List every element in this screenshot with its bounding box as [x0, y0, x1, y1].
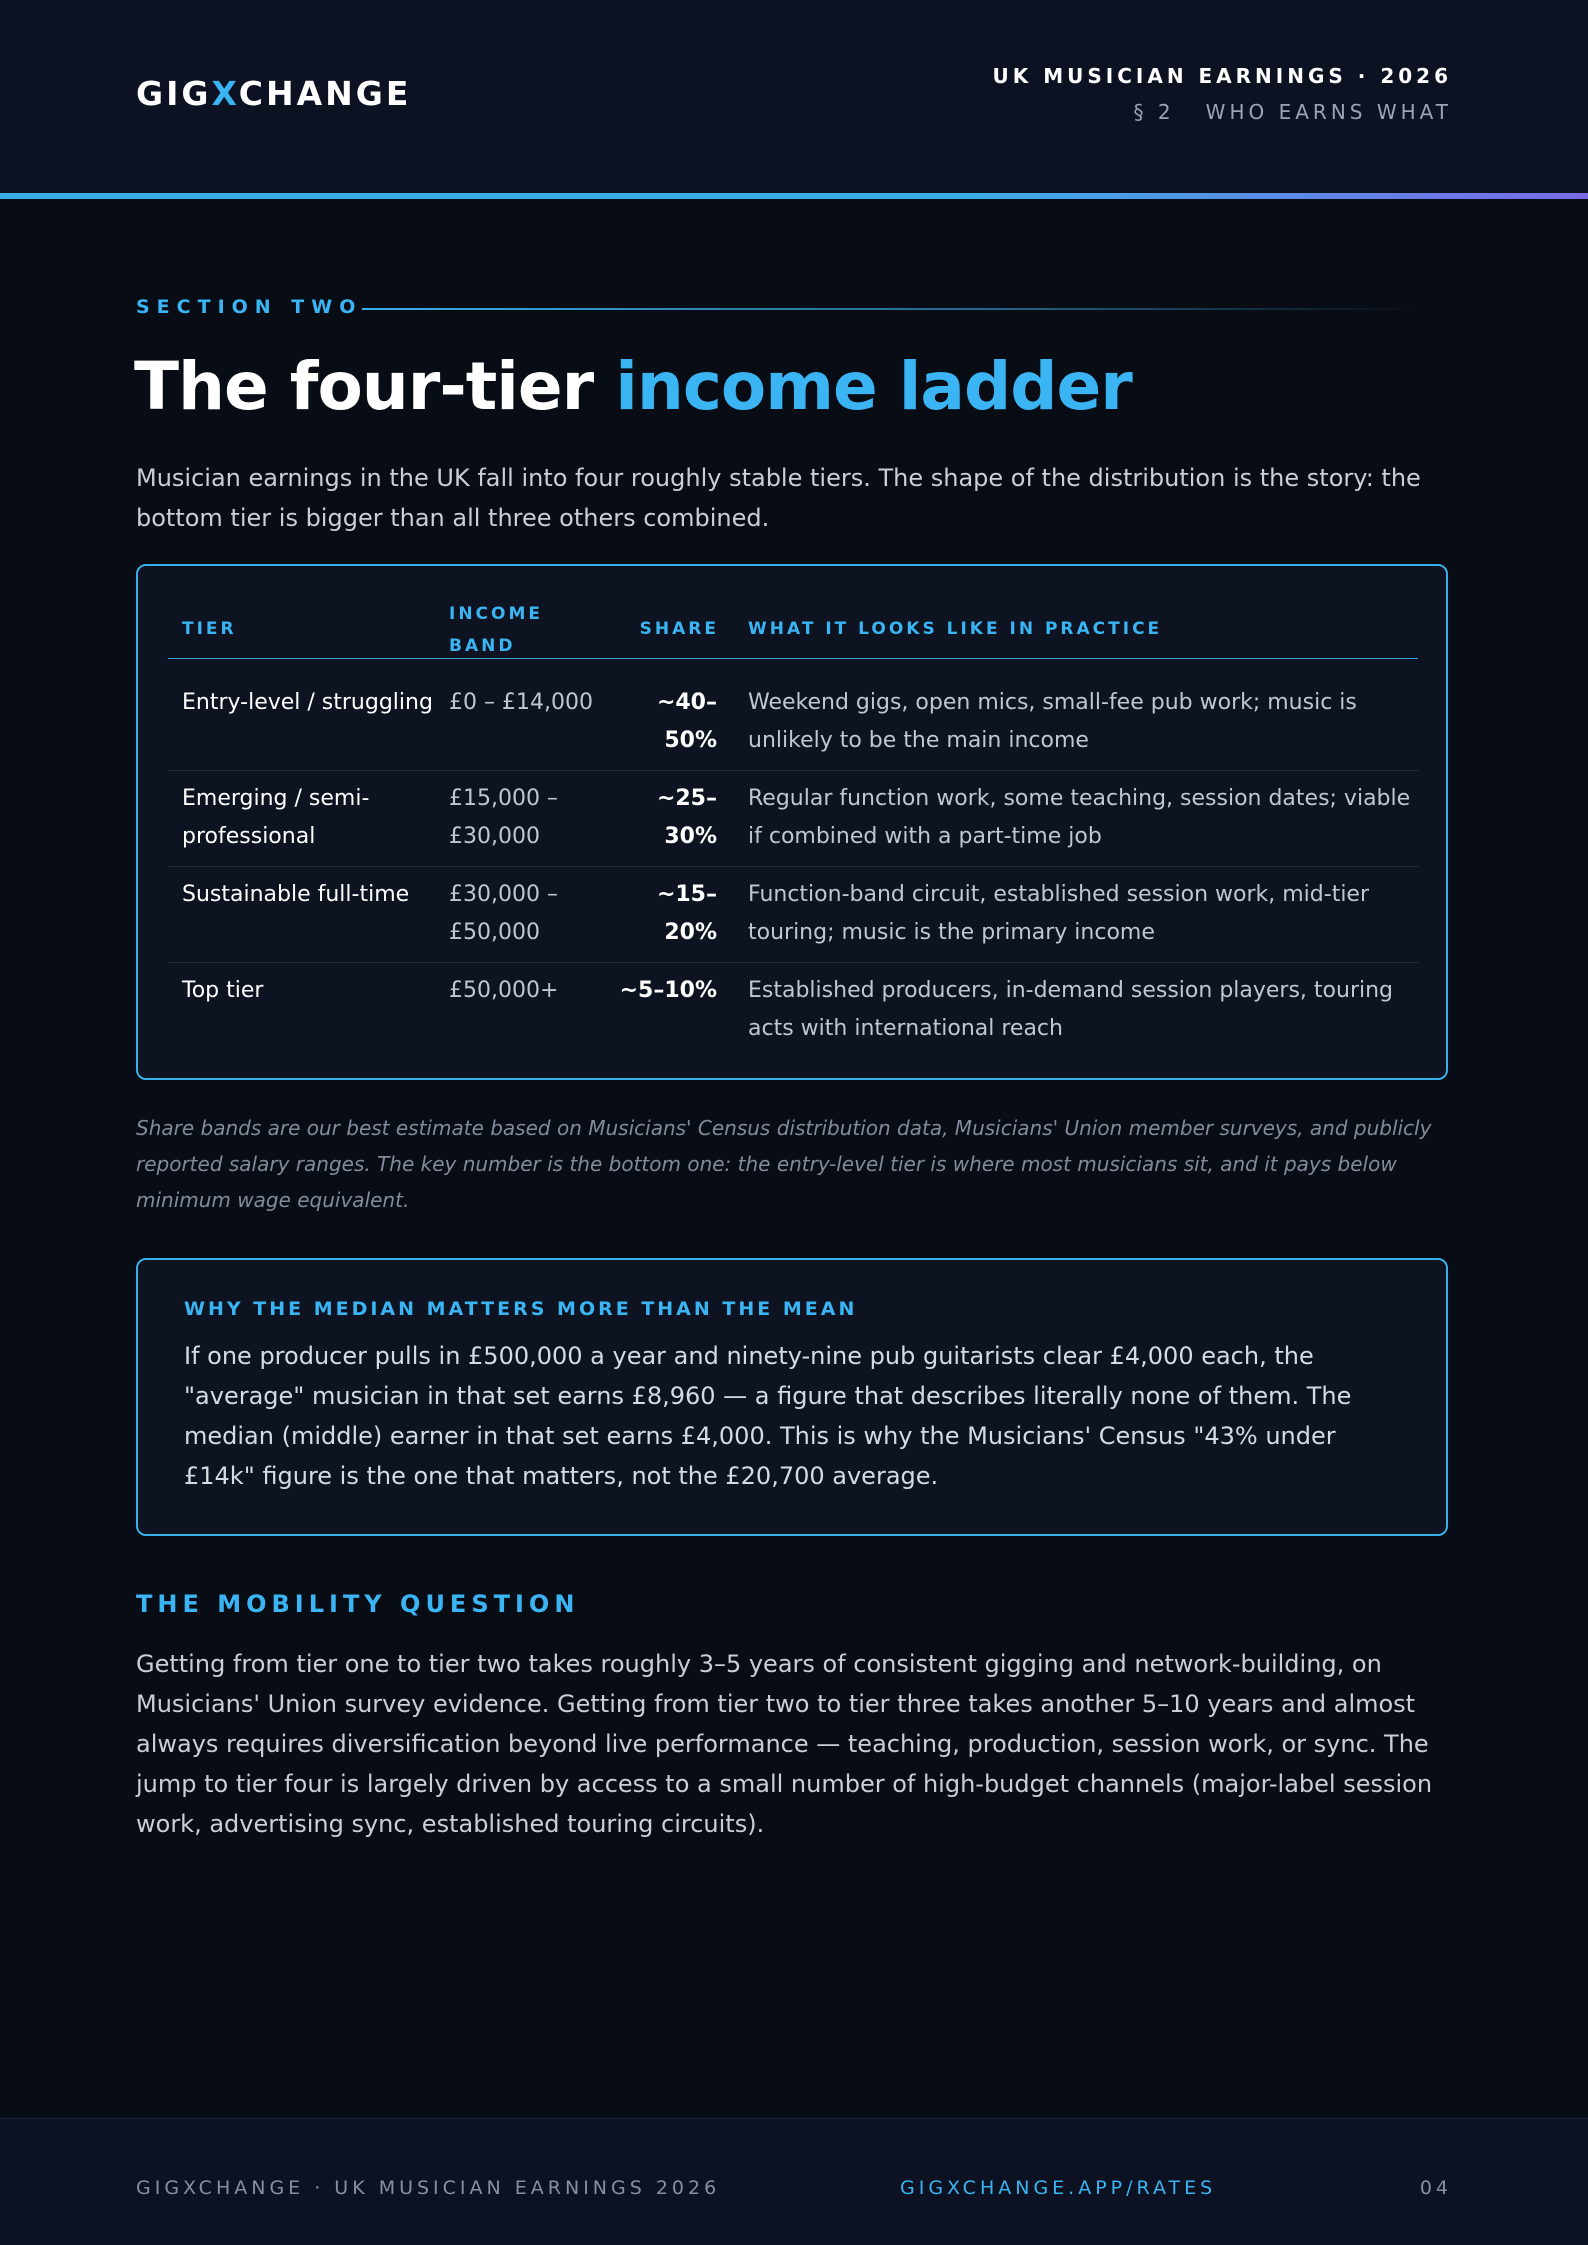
header-income-band: INCOME BAND — [449, 604, 544, 656]
page-number: 04 — [1419, 2177, 1452, 2199]
tier-name: Emerging / semi-professional — [182, 786, 370, 849]
tier-name: Top tier — [182, 978, 264, 1003]
page-header — [0, 0, 1588, 193]
median-callout — [136, 1258, 1448, 1536]
intro-paragraph: Musician earnings in the UK fall into four roughly stable tiers. The shape of the distribution is the story: the bottom tier is bigger than all three others combined. — [136, 464, 1421, 532]
mobility-heading: THE MOBILITY QUESTION — [136, 1590, 580, 1618]
tier-description: Established producers, in-demand session players, touring acts with international reach — [748, 978, 1394, 1041]
income-band: £15,000 – £30,000 — [449, 786, 558, 849]
income-band: £0 – £14,000 — [449, 690, 593, 715]
page-footer — [0, 2118, 1588, 2245]
share: ~25–30% — [656, 786, 717, 849]
section-label: SECTION TWO — [136, 296, 363, 318]
logo: GIGXCHANGE — [136, 74, 412, 113]
table-row — [168, 674, 1418, 771]
tier-description: Function-band circuit, established session work, mid-tier touring; music is the primary income — [748, 882, 1370, 945]
table-header — [168, 598, 1418, 659]
income-band: £30,000 – £50,000 — [449, 882, 558, 945]
section-reference: § 2 WHO EARNS WHAT — [1133, 100, 1452, 124]
header-share: SHARE — [639, 619, 719, 639]
footer-link[interactable]: GIGXCHANGE.APP/RATES — [900, 2177, 1217, 2199]
share: ~15–20% — [656, 882, 717, 945]
table-footnote: Share bands are our best estimate based on Musicians' Census distribution data, Musicians' Union member surveys, and publicly reported salary ranges. The key number is the bottom one: the entry-level tier is where most musicians sit, and it pays below minimum wage equivalent. — [136, 1116, 1432, 1212]
table-row — [168, 770, 1418, 867]
header-divider — [0, 193, 1588, 199]
tier-name: Sustainable full-time — [182, 882, 410, 907]
header-tier: TIER — [182, 619, 237, 639]
section-rule — [362, 308, 1422, 310]
share: ~40–50% — [656, 690, 717, 753]
tier-description: Regular function work, some teaching, session dates; viable if combined with a part-time job — [748, 786, 1411, 849]
table-row — [168, 962, 1418, 1058]
income-band: £50,000+ — [449, 978, 559, 1003]
page-title: The four-tier income ladder — [134, 348, 1132, 425]
mobility-paragraph: Getting from tier one to tier two takes roughly 3–5 years of consistent gigging and network-building, on Musicians' Union survey evidence. Getting from tier two to tier three takes another 5–10 years and almost always requires diversification beyond live performance — teaching, production, session work, or sync. The jump to tier four is largely driven by access to a small number of high-budget channels (major-label session work, advertising sync, established touring circuits). — [136, 1650, 1433, 1838]
tier-description: Weekend gigs, open mics, small-fee pub work; music is unlikely to be the main income — [748, 690, 1357, 753]
income-tier-table — [136, 564, 1448, 1080]
footer-publication: GIGXCHANGE · UK MUSICIAN EARNINGS 2026 — [136, 2177, 721, 2199]
tier-name: Entry-level / struggling — [182, 690, 433, 715]
share: ~5–10% — [619, 978, 717, 1003]
callout-title: WHY THE MEDIAN MATTERS MORE THAN THE MEAN — [184, 1298, 858, 1320]
report-title: UK MUSICIAN EARNINGS · 2026 — [992, 64, 1452, 88]
header-description: WHAT IT LOOKS LIKE IN PRACTICE — [748, 619, 1163, 639]
callout-body: If one producer pulls in £500,000 a year and ninety-nine pub guitarists clear £4,000 each, the "average" musician in that set earns £8,960 — a figure that describes literally none of them. The median (middle) earner in that set earns £4,000. This is why the Musicians' Census "43% under £14k" figure is the one that matters, not the £20,700 average. — [184, 1342, 1352, 1490]
table-row — [168, 866, 1418, 963]
